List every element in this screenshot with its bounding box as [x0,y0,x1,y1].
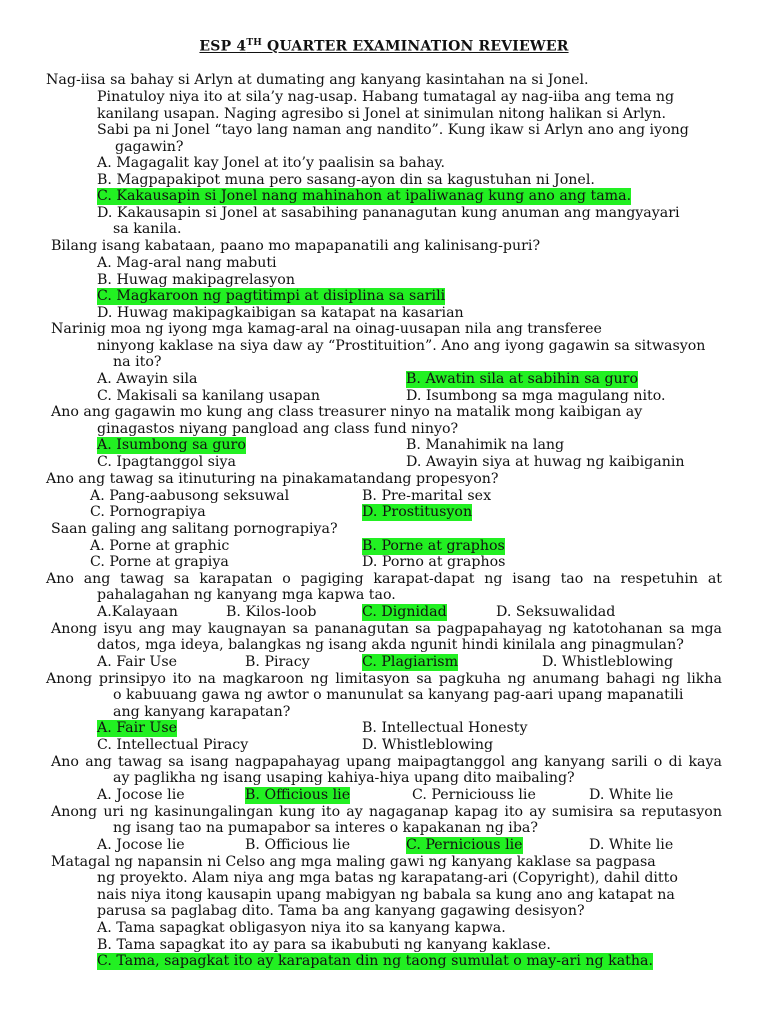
question-12-line-1: Matagal ng napansin ni Celso ang mga maling gawi ng kanyang kaklase sa pagpasa [51,854,656,870]
question-3-line-2: ninyong kaklase na siya daw ay “Prostituition”. Ano ang iyong gagawin sa sitwasyon [97,338,706,354]
question-5-choice-a: A. Pang-aabusong seksuwal [90,488,290,504]
question-3-choice-b-answer: B. Awatin sila at sabihin sa guro [406,371,639,387]
question-5-choice-c: C. Pornograpiya [90,504,206,520]
question-6-choice-d: D. Porno at graphos [362,554,506,570]
question-3-choice-c: C. Makisali sa kanilang usapan [97,388,321,404]
question-11-line-2: ng isang tao na pumapabor sa interes o kapakanan ng iba? [113,820,538,836]
question-1-line-4: Sabi pa ni Jonel “tayo lang naman ang nandito”. Kung ikaw si Arlyn ano ang iyong [97,122,689,138]
question-2-choice-b: B. Huwag makipagrelasyon [97,272,295,288]
question-10-line-2: ay paglikha ng isang usaping kahiya-hiya upang dito maibaling? [113,770,575,786]
question-6-choice-a: A. Porne at graphic [90,538,230,554]
question-8-choice-c-answer: C. Plagiarism [362,654,459,670]
question-12-choice-b: B. Tama sapagkat ito ay para sa ikabubuti ng kanyang kaklase. [97,937,551,953]
question-8-choice-a: A. Fair Use [97,654,178,670]
question-12-line-2: ng proyekto. Alam niya ang mga batas ng karapatang-ari (Copyright), dahil ditto [97,870,678,886]
question-10-choice-b-answer: B. Officious lie [245,787,351,803]
question-4-choice-c: C. Ipagtanggol siya [97,454,236,470]
question-7-choice-b: B. Kilos-loob [226,604,317,620]
question-11-choice-c-answer: C. Pernicious lie [406,837,523,853]
title-superscript: TH [246,38,262,48]
question-11-line-1: Anong uri ng kasinungalingan kung ito ay nagaganap kapag ito ay sumisira sa reputasyon [51,804,722,820]
question-11-choice-a: A. Jocose lie [97,837,185,853]
question-9-line-2: o kabuuang gawa ng awtor o manunulat sa kanyang pag-aari upang mapanatili [113,687,684,703]
question-8-choice-b: B. Piracy [245,654,310,670]
question-7-line-2: pahalagahan ng kanyang mga kapwa tao. [97,587,396,603]
question-4-choice-b: B. Manahimik na lang [406,437,565,453]
question-12-choice-a: A. Tama sapagkat obligasyon niya ito sa kanyang kapwa. [97,920,506,936]
question-7-choice-c-answer: C. Dignidad [362,604,447,620]
question-10-choice-a: A. Jocose lie [97,787,185,803]
question-2-choice-d: D. Huwag makipagkaibigan sa katapat na kasarian [97,305,464,321]
question-3-choice-a: A. Awayin sila [97,371,198,387]
question-7-line-1: Ano ang tawag sa karapatan o pagiging karapat-dapat ng isang tao na respetuhin at [46,571,722,587]
question-6-choice-c: C. Porne at grapiya [90,554,229,570]
question-12-choice-c-answer: C. Tama, sapagkat ito ay karapatan din ng taong sumulat o may-ari ng katha. [97,953,653,969]
question-4-line-1: Ano ang gagawin mo kung ang class treasurer ninyo na matalik mong kaibigan ay [51,404,643,420]
question-2-choice-a: A. Mag-aral nang mabuti [97,255,277,271]
question-11-choice-b: B. Officious lie [245,837,351,853]
question-8-line-2: datos, mga ideya, balangkas ng isang akda ngunit hindi kinilala ang pinagmulan? [97,637,684,653]
title-text-rest: QUARTER EXAMINATION REVIEWER [261,38,569,55]
question-1-choice-c-answer: C. Kakausapin si Jonel nang mahinahon at ipaliwanag kung ano ang tama. [97,188,632,204]
question-1-choice-d: D. Kakausapin si Jonel at sasabihing pananagutan kung anuman ang mangyayari [97,205,680,221]
page-title [0,38,768,55]
question-5-choice-b: B. Pre-marital sex [362,488,492,504]
question-8-line-1: Anong isyu ang may kaugnayan sa pananagutan sa pagpapahayag ng katotohanan sa mga [51,621,722,637]
question-9-line-1: Anong prinsipyo ito na magkaroon ng limitasyon sa pagkuha ng anumang bahagi ng likha [46,671,722,687]
title-text: ESP 4 [199,38,247,55]
question-11-choice-d: D. White lie [589,837,674,853]
question-9-choice-b: B. Intellectual Honesty [362,720,528,736]
question-7-choice-d: D. Seksuwalidad [496,604,616,620]
question-3-line-1: Narinig moa ng iyong mga kamag-aral na oinag-uusapan nila ang transferee [51,321,602,337]
question-10-choice-c: C. Perniciouss lie [412,787,536,803]
question-10-line-1: Ano ang tawag sa isang nagpapahayag upang maipagtanggol ang kanyang sarili o di kaya [51,754,722,770]
question-9-choice-d: D. Whistleblowing [362,737,494,753]
question-1-line-1: Nag-iisa sa bahay si Arlyn at dumating ang kanyang kasintahan na si Jonel. [46,72,589,88]
question-9-choice-a-answer: A. Fair Use [97,720,178,736]
question-9-line-3: ang kanyang karapatan? [113,704,291,720]
question-1-line-2: Pinatuloy niya ito at sila’y nag-usap. Habang tumatagal ay nag-iiba ang tema ng [97,89,675,105]
question-12-line-3: nais niya itong kausapin upang mabigyan ng babala sa kung ano ang katapat na [97,887,675,903]
question-5-text: Ano ang tawag sa itinuturing na pinakamatandang propesyon? [46,471,499,487]
question-9-choice-c: C. Intellectual Piracy [97,737,249,753]
question-1-choice-b: B. Magpapakipot muna pero sasang-ayon din sa kagustuhan ni Jonel. [97,172,595,188]
question-1-choice-a: A. Magagalit kay Jonel at ito’y paalisin sa bahay. [97,155,446,171]
question-1-choice-d-cont: sa kanila. [113,221,182,237]
question-8-choice-d: D. Whistleblowing [542,654,674,670]
question-3-line-3: na ito? [113,354,162,370]
question-3-choice-d: D. Isumbong sa mga magulang nito. [406,388,666,404]
question-6-text: Saan galing ang salitang pornograpiya? [51,521,338,537]
question-6-choice-b-answer: B. Porne at graphos [362,538,505,554]
question-4-line-2: ginagastos niyang pangload ang class fund ninyo? [97,421,459,437]
question-12-line-4: parusa sa paglabag dito. Tama ba ang kanyang gagawing desisyon? [97,903,585,919]
question-5-choice-d-answer: D. Prostitusyon [362,504,473,520]
question-7-choice-a: A.Kalayaan [97,604,178,620]
question-1-line-5: gagawin? [115,139,184,155]
question-2-choice-c-answer: C. Magkaroon ng pagtitimpi at disiplina sa sarili [97,288,446,304]
question-10-choice-d: D. White lie [589,787,674,803]
question-4-choice-a-answer: A. Isumbong sa guro [97,437,246,453]
question-1-line-3: kanilang usapan. Naging agresibo si Jonel at sinimulan nitong halikan si Arlyn. [97,106,667,122]
question-2-text: Bilang isang kabataan, paano mo mapapanatili ang kalinisang-puri? [51,238,541,254]
question-4-choice-d: D. Awayin siya at huwag ng kaibiganin [406,454,685,470]
